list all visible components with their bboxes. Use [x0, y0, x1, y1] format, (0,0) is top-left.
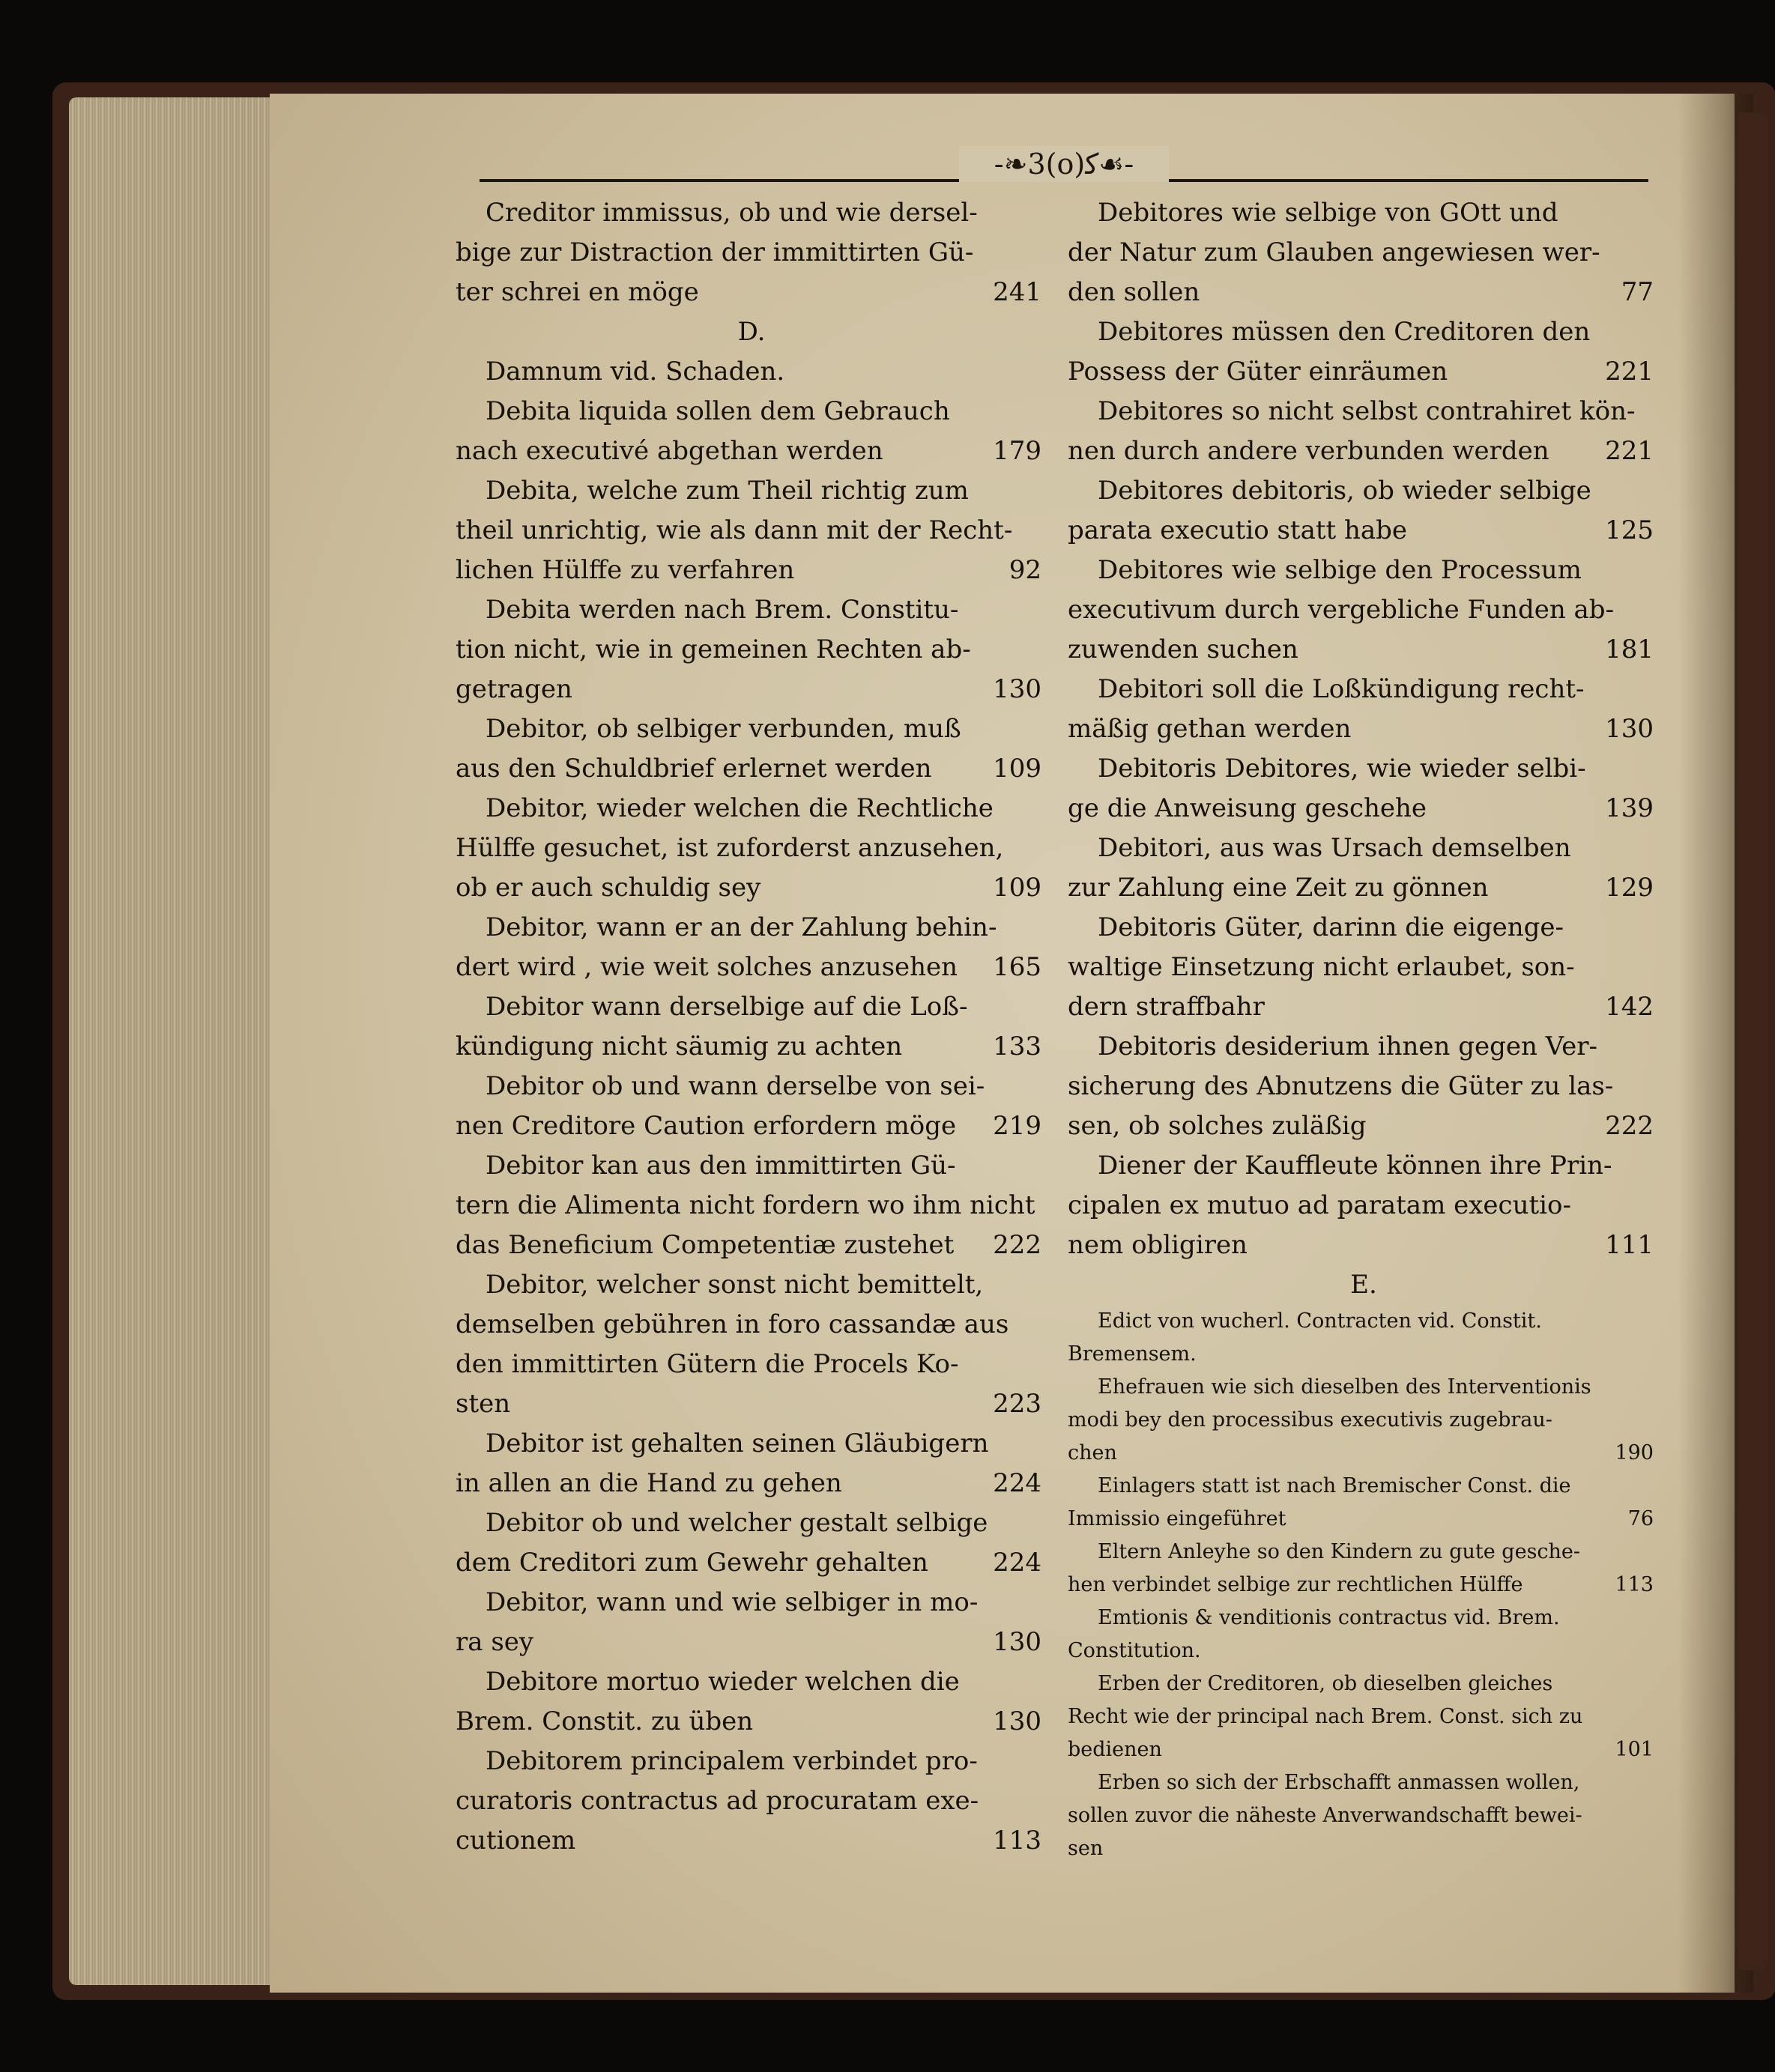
index-entry [1068, 1470, 1660, 1536]
entry-line: modi bey den processibus executivis zugebrau- [1068, 1408, 1552, 1432]
header-ornament: -❧3(o)ﻛ☙- [959, 146, 1169, 182]
page-number: 133 [993, 1032, 1041, 1061]
page-number: 181 [1605, 634, 1654, 664]
page-number: 221 [1605, 357, 1654, 387]
index-entry [456, 1583, 1047, 1662]
page-number: 221 [1605, 436, 1654, 466]
entry-line: bedienen [1068, 1738, 1162, 1761]
page-number: 165 [993, 952, 1041, 982]
entry-line: Recht wie der principal nach Brem. Const. sich zu [1068, 1705, 1583, 1728]
index-entry [1068, 312, 1660, 392]
entry-line: Debitores wie selbige von GOtt und [1098, 198, 1558, 228]
entry-line: Debitoris desiderium ihnen gegen Ver- [1098, 1032, 1597, 1061]
entry-line: bige zur Distraction der immittirten Gü- [456, 237, 974, 267]
entry-line: Debitor kan aus den immittirten Gü- [486, 1151, 956, 1181]
entry-line: Edict von wucherl. Contracten vid. Constit. [1098, 1309, 1542, 1333]
page-number: 190 [1615, 1441, 1654, 1464]
entry-line: ra sey [456, 1627, 534, 1657]
entry-line: waltige Einsetzung nicht erlaubet, son- [1068, 952, 1575, 982]
entry-line: cutionem [456, 1826, 576, 1856]
page-number: 113 [993, 1826, 1041, 1856]
entry-line: ob er auch schuldig sey [456, 873, 761, 903]
index-entry [456, 789, 1047, 908]
entry-line: Debitore mortuo wieder welchen die [486, 1667, 960, 1697]
book-cover-right [1738, 112, 1768, 1970]
index-entry [1068, 551, 1660, 670]
entry-line: das Beneficium Competentiæ zustehet [456, 1230, 955, 1260]
page-number: 130 [993, 674, 1041, 704]
page-number: 130 [993, 1706, 1041, 1736]
entry-line: Constitution. [1068, 1639, 1201, 1662]
entry-line: Erben der Creditoren, ob dieselben gleiches [1098, 1672, 1553, 1695]
section-letter: D. [737, 317, 766, 347]
entry-line: Emtionis & venditionis contractus vid. Brem. [1098, 1606, 1560, 1629]
entry-line: Debitoris Güter, darinn die eigenge- [1098, 912, 1564, 942]
index-entry [1068, 471, 1660, 551]
entry-line: sen [1068, 1837, 1104, 1860]
index-entry [1068, 749, 1660, 829]
entry-line: cipalen ex mutuo ad paratam executio- [1068, 1190, 1571, 1220]
entry-line: der Natur zum Glauben angewiesen wer- [1068, 237, 1600, 267]
left-index-column [456, 193, 1047, 1861]
page-number: 139 [1605, 793, 1654, 823]
page-header [480, 146, 1648, 187]
entry-line: Debitor, ob selbiger verbunden, muß [486, 714, 961, 744]
index-entry [1068, 829, 1660, 908]
page-number: 224 [993, 1548, 1041, 1578]
entry-line: Debita, welche zum Theil richtig zum [486, 476, 969, 506]
entry-line: Einlagers statt ist nach Bremischer Const. die [1098, 1474, 1571, 1497]
entry-line: Diener der Kauffleute können ihre Prin- [1098, 1151, 1612, 1181]
entry-line: Eltern Anleyhe so den Kindern zu gute gesche- [1098, 1540, 1581, 1563]
index-entry [456, 352, 1047, 392]
entry-line: Possess der Güter einräumen [1068, 357, 1448, 387]
entry-line: zuwenden suchen [1068, 634, 1298, 664]
index-entry [456, 908, 1047, 987]
index-entry [1068, 1305, 1660, 1371]
entry-line: executivum durch vergebliche Funden ab- [1068, 595, 1615, 625]
page-number: 130 [993, 1627, 1041, 1657]
index-entry [456, 1067, 1047, 1146]
section-letter: E. [1350, 1270, 1377, 1300]
index-entry [456, 987, 1047, 1067]
entry-line: tion nicht, wie in gemeinen Rechten ab- [456, 634, 971, 664]
entry-line: Debitores debitoris, ob wieder selbige [1098, 476, 1591, 506]
entry-line: kündigung nicht säumig zu achten [456, 1032, 903, 1061]
entry-line: Debitorem principalem verbindet pro- [486, 1746, 978, 1776]
entry-line: Debitores so nicht selbst contrahiret kön- [1098, 396, 1636, 426]
entry-line: curatoris contractus ad procuratam exe- [456, 1786, 979, 1816]
entry-line: demselben gebühren in foro cassandæ aus [456, 1309, 1009, 1339]
entry-line: ter schrei en möge [456, 277, 699, 307]
entry-line: Debitores wie selbige den Processum [1098, 555, 1582, 585]
entry-line: Debitor wann derselbige auf die Loß- [486, 992, 968, 1022]
page-number: 92 [1009, 555, 1041, 585]
page-number: 111 [1605, 1230, 1654, 1260]
entry-line: sollen zuvor die näheste Anverwandschafft bewei- [1068, 1804, 1582, 1827]
entry-line: Debita liquida sollen dem Gebrauch [486, 396, 950, 426]
page-number: 222 [993, 1230, 1041, 1260]
page-number: 109 [993, 873, 1041, 903]
entry-line: nach executivé abgethan werden [456, 436, 883, 466]
page-number: 241 [993, 277, 1041, 307]
index-entry [456, 392, 1047, 471]
index-entry [456, 590, 1047, 709]
index-entry [1068, 1146, 1660, 1265]
index-entry [456, 1265, 1047, 1424]
entry-line: nen durch andere verbunden werden [1068, 436, 1549, 466]
index-entry [1068, 1027, 1660, 1146]
page-number: 130 [1605, 714, 1654, 744]
entry-line: Erben so sich der Erbschafft anmassen wollen, [1098, 1771, 1580, 1794]
entry-line: dert wird , wie weit solches anzusehen [456, 952, 958, 982]
entry-line: dem Creditori zum Gewehr gehalten [456, 1548, 928, 1578]
index-entry [1068, 193, 1660, 312]
page-number: 109 [993, 754, 1041, 784]
entry-line: sen, ob solches zuläßig [1068, 1111, 1367, 1141]
page-number: 76 [1627, 1507, 1654, 1530]
entry-line: den immittirten Gütern die Procels Ko- [456, 1349, 959, 1379]
page-number: 101 [1615, 1738, 1654, 1761]
entry-line: Debitor, wieder welchen die Rechtliche [486, 793, 994, 823]
entry-line: theil unrichtig, wie als dann mit der Recht- [456, 515, 1013, 545]
index-entry [1068, 1602, 1660, 1667]
entry-line: Debitor, welcher sonst nicht bemittelt, [486, 1270, 984, 1300]
entry-line: Bremensem. [1068, 1342, 1197, 1366]
entry-line: sten [456, 1389, 511, 1419]
page-number: 125 [1605, 515, 1654, 545]
index-entry [456, 1424, 1047, 1503]
page-number: 222 [1605, 1111, 1654, 1141]
page-number: 179 [993, 436, 1041, 466]
entry-line: zur Zahlung eine Zeit zu gönnen [1068, 873, 1489, 903]
right-index-column [1068, 193, 1660, 1865]
entry-line: hen verbindet selbige zur rechtlichen Hülffe [1068, 1573, 1523, 1596]
entry-line: aus den Schuldbrief erlernet werden [456, 754, 932, 784]
entry-line: Debitor ist gehalten seinen Gläubigern [486, 1429, 989, 1458]
entry-line: Debitor, wann er an der Zahlung behin- [486, 912, 997, 942]
entry-line: Hülffe gesuchet, ist zuforderst anzusehen, [456, 833, 1004, 863]
entry-line: Debitori soll die Loßkündigung recht- [1098, 674, 1585, 704]
entry-line: chen [1068, 1441, 1117, 1464]
page-number: 129 [1605, 873, 1654, 903]
entry-line: Ehefrauen wie sich dieselben des Interventionis [1098, 1375, 1591, 1399]
index-entry [1068, 1536, 1660, 1602]
entry-line: mäßig gethan werden [1068, 714, 1352, 744]
entry-line: Debitori, aus was Ursach demselben [1098, 833, 1571, 863]
entry-line: Debitor ob und welcher gestalt selbige [486, 1508, 988, 1538]
index-entry [1068, 1667, 1660, 1766]
entry-line: in allen an die Hand zu gehen [456, 1468, 842, 1498]
entry-line: Creditor immissus, ob und wie dersel- [486, 198, 978, 228]
entry-line: Immissio eingeführet [1068, 1507, 1286, 1530]
entry-line: den sollen [1068, 277, 1200, 307]
page-number: 113 [1615, 1573, 1654, 1596]
page-number: 77 [1621, 277, 1654, 307]
page-number: 223 [993, 1389, 1041, 1419]
entry-line: nem obligiren [1068, 1230, 1248, 1260]
index-entry [456, 1662, 1047, 1742]
index-entry [456, 709, 1047, 789]
index-entry [1068, 392, 1660, 471]
entry-line: getragen [456, 674, 572, 704]
entry-line: Debitores müssen den Creditoren den [1098, 317, 1591, 347]
index-entry [456, 1503, 1047, 1583]
entry-line: Debitor ob und wann derselbe von sei- [486, 1071, 985, 1101]
entry-line: ge die Anweisung geschehe [1068, 793, 1427, 823]
index-entry [456, 1742, 1047, 1861]
index-entry [456, 1146, 1047, 1265]
index-entry [456, 193, 1047, 312]
index-entry [1068, 670, 1660, 749]
entry-line: parata executio statt habe [1068, 515, 1408, 545]
entry-line: lichen Hülffe zu verfahren [456, 555, 795, 585]
page-number: 142 [1605, 992, 1654, 1022]
entry-line: Debitoris Debitores, wie wieder selbi- [1098, 754, 1586, 784]
index-entry [1068, 908, 1660, 1027]
entry-line: tern die Alimenta nicht fordern wo ihm nicht [456, 1190, 1035, 1220]
entry-line: sicherung des Abnutzens die Güter zu las- [1068, 1071, 1614, 1101]
index-entry [1068, 1371, 1660, 1470]
entry-line: Debita werden nach Brem. Constitu- [486, 595, 959, 625]
page-number: 224 [993, 1468, 1041, 1498]
index-entry [1068, 1766, 1660, 1865]
page-number: 219 [993, 1111, 1041, 1141]
entry-line: Damnum vid. Schaden. [486, 357, 785, 387]
entry-line: Debitor, wann und wie selbiger in mo- [486, 1587, 979, 1617]
entry-line: Brem. Constit. zu üben [456, 1706, 754, 1736]
page-edges [69, 97, 286, 1985]
entry-line: dern straffbahr [1068, 992, 1265, 1022]
index-entry [456, 471, 1047, 590]
entry-line: nen Creditore Caution erfordern möge [456, 1111, 957, 1141]
